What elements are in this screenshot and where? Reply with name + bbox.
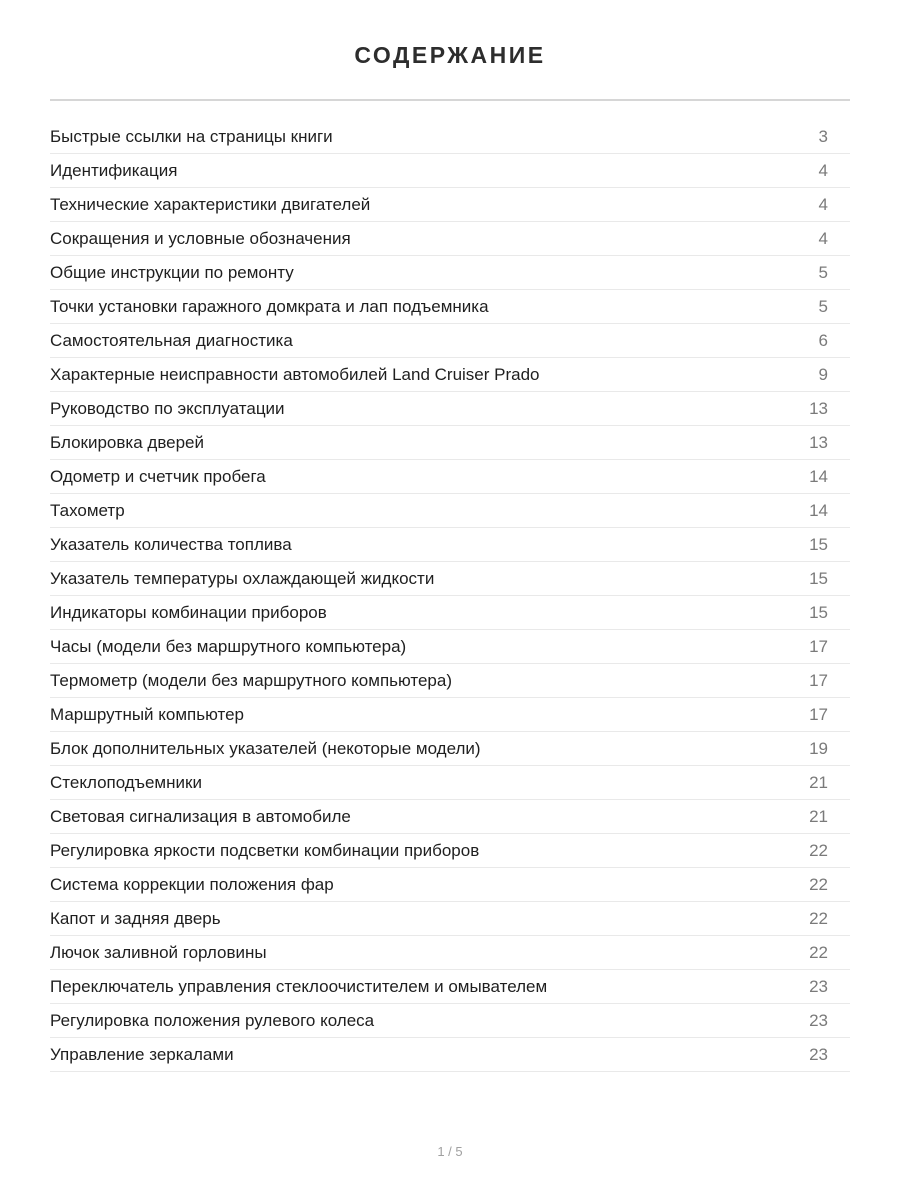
toc-entry-page-number: 23	[809, 1044, 828, 1064]
toc-entry-page-number: 15	[809, 534, 828, 554]
toc-entry-page-number: 9	[818, 364, 828, 384]
toc-entry-title: Блок дополнительных указателей (некоторые модели)	[50, 738, 481, 758]
toc-entry-page-number: 22	[809, 840, 828, 860]
toc-entry-page-number: 19	[809, 738, 828, 758]
toc-entry-title: Руководство по эксплуатации	[50, 398, 285, 418]
toc-entry[interactable]	[50, 732, 850, 766]
toc-entry-title: Маршрутный компьютер	[50, 704, 244, 724]
toc-entry-title: Система коррекции положения фар	[50, 874, 334, 894]
toc-entry[interactable]	[50, 120, 850, 154]
toc-entry[interactable]	[50, 800, 850, 834]
toc-entry-title: Регулировка яркости подсветки комбинации приборов	[50, 840, 480, 860]
toc-entry-page-number: 4	[818, 160, 828, 180]
toc-entry[interactable]	[50, 290, 850, 324]
toc-entry[interactable]	[50, 154, 850, 188]
toc-entry-title: Самостоятельная диагностика	[50, 330, 293, 350]
toc-entry[interactable]	[50, 664, 850, 698]
toc-entry-title: Сокращения и условные обозначения	[50, 228, 351, 248]
toc-entry[interactable]	[50, 426, 850, 460]
toc-entry-page-number: 21	[809, 772, 828, 792]
table-of-contents	[50, 120, 850, 1072]
toc-entry-page-number: 5	[818, 262, 828, 282]
toc-entry-title: Регулировка положения рулевого колеса	[50, 1010, 375, 1030]
toc-entry-page-number: 22	[809, 874, 828, 894]
toc-entry-title: Тахометр	[50, 500, 125, 520]
toc-entry-page-number: 14	[809, 466, 828, 486]
toc-entry[interactable]	[50, 494, 850, 528]
toc-entry-page-number: 3	[818, 126, 828, 146]
toc-entry-page-number: 22	[809, 908, 828, 928]
page-title: СОДЕРЖАНИЕ	[354, 42, 546, 68]
toc-entry[interactable]	[50, 528, 850, 562]
toc-entry[interactable]	[50, 630, 850, 664]
toc-entry-page-number: 13	[809, 398, 828, 418]
toc-entry-title: Общие инструкции по ремонту	[50, 262, 294, 282]
toc-entry-page-number: 17	[809, 704, 828, 724]
toc-entry-page-number: 15	[809, 602, 828, 622]
toc-entry[interactable]	[50, 698, 850, 732]
toc-entry-page-number: 22	[809, 942, 828, 962]
toc-entry-page-number: 5	[818, 296, 828, 316]
toc-entry-title: Указатель количества топлива	[50, 534, 292, 554]
toc-entry-page-number: 14	[809, 500, 828, 520]
toc-entry[interactable]	[50, 596, 850, 630]
toc-entry[interactable]	[50, 188, 850, 222]
toc-entry[interactable]	[50, 766, 850, 800]
page-indicator: 1 / 5	[437, 1144, 463, 1159]
toc-entry-title: Блокировка дверей	[50, 432, 205, 452]
toc-entry-title: Указатель температуры охлаждающей жидкости	[50, 568, 435, 588]
toc-entry-page-number: 23	[809, 1010, 828, 1030]
toc-entry[interactable]	[50, 358, 850, 392]
toc-entry[interactable]	[50, 970, 850, 1004]
toc-entry[interactable]	[50, 1038, 850, 1072]
toc-entry[interactable]	[50, 1004, 850, 1038]
toc-entry-title: Идентификация	[50, 160, 178, 180]
toc-entry-title: Управление зеркалами	[50, 1044, 234, 1064]
toc-entry-page-number: 15	[809, 568, 828, 588]
toc-entry-page-number: 17	[809, 670, 828, 690]
toc-entry[interactable]	[50, 902, 850, 936]
toc-entry[interactable]	[50, 936, 850, 970]
toc-entry-title: Стеклоподъемники	[50, 772, 202, 792]
toc-entry-title: Точки установки гаражного домкрата и лап подъемника	[50, 296, 489, 316]
toc-entry[interactable]	[50, 562, 850, 596]
toc-entry-title: Быстрые ссылки на страницы книги	[50, 126, 333, 146]
toc-entry-page-number: 4	[818, 194, 828, 214]
toc-entry-title: Световая сигнализация в автомобиле	[50, 806, 351, 826]
toc-entry-page-number: 6	[818, 330, 828, 350]
toc-entry-title: Индикаторы комбинации приборов	[50, 602, 327, 622]
toc-entry[interactable]	[50, 392, 850, 426]
toc-entry-page-number: 17	[809, 636, 828, 656]
toc-entry-title: Термометр (модели без маршрутного компьютера)	[50, 670, 453, 690]
toc-entry-page-number: 21	[809, 806, 828, 826]
toc-entry-title: Характерные неисправности автомобилей Land Cruiser Prado	[50, 364, 540, 384]
toc-entry-title: Одометр и счетчик пробега	[50, 466, 266, 486]
toc-entry-title: Технические характеристики двигателей	[50, 194, 371, 214]
toc-entry-page-number: 23	[809, 976, 828, 996]
toc-entry-title: Лючок заливной горловины	[50, 942, 267, 962]
toc-entry-title: Часы (модели без маршрутного компьютера)	[50, 636, 407, 656]
title-divider	[50, 99, 850, 101]
toc-entry[interactable]	[50, 324, 850, 358]
toc-entry[interactable]	[50, 256, 850, 290]
toc-entry-page-number: 4	[818, 228, 828, 248]
toc-entry-title: Переключатель управления стеклоочистителем и омывателем	[50, 976, 548, 996]
toc-entry-title: Капот и задняя дверь	[50, 908, 221, 928]
toc-entry[interactable]	[50, 460, 850, 494]
toc-entry-page-number: 13	[809, 432, 828, 452]
toc-entry[interactable]	[50, 834, 850, 868]
toc-entry[interactable]	[50, 222, 850, 256]
toc-entry[interactable]	[50, 868, 850, 902]
